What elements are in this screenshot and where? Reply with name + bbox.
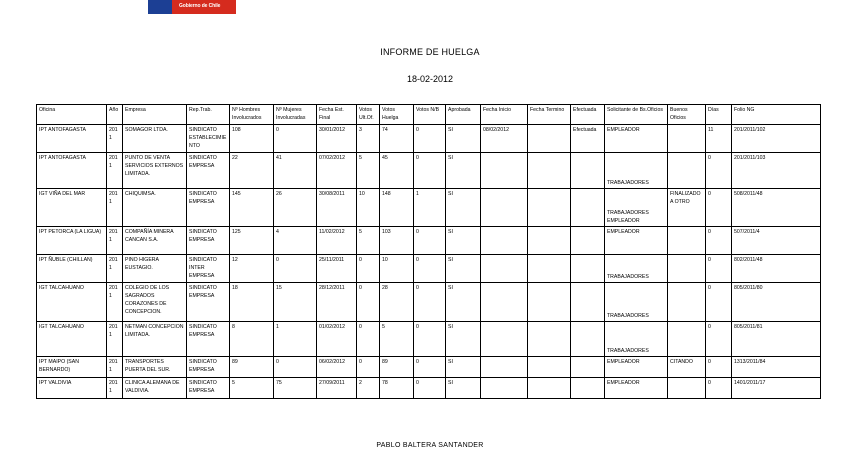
table-cell: PUNTO DE VENTA SERVICIOS EXTERNOS LIMITADA. <box>123 153 187 189</box>
table-cell <box>528 125 571 153</box>
header-cell: Efectuada <box>571 105 605 125</box>
table-cell <box>528 189 571 227</box>
table-cell <box>481 322 528 357</box>
table-cell <box>668 378 706 399</box>
table-cell: 30/01/2012 <box>317 125 357 153</box>
header-cell: Folio NG <box>732 105 821 125</box>
table-cell: 0 <box>414 125 446 153</box>
table-cell: SINDICATO EMPRESA <box>187 227 230 255</box>
gobierno-logo <box>148 0 236 14</box>
table-cell: 103 <box>380 227 414 255</box>
table-cell: CLINICA ALEMANA DE VALDIVIA. <box>123 378 187 399</box>
table-row <box>37 125 821 153</box>
header-cell: Votos N/B <box>414 105 446 125</box>
report-date: 18-02-2012 <box>406 74 454 84</box>
table-cell <box>571 322 605 357</box>
table-cell <box>528 357 571 378</box>
table-cell: IGT TALCAHUANO <box>37 283 107 322</box>
header-cell: Rep.Trab. <box>187 105 230 125</box>
table-body <box>37 125 821 399</box>
table-cell: COMPAÑÍA MINERA CANCAN S.A. <box>123 227 187 255</box>
table-cell: EMPLEADOR <box>605 125 668 153</box>
table-cell: 0 <box>706 255 732 283</box>
table-cell: NETMAN CONCEPCION LIMITADA. <box>123 322 187 357</box>
header-cell: Aprobada <box>446 105 481 125</box>
table-cell: 0 <box>414 255 446 283</box>
table-cell <box>571 283 605 322</box>
table-cell: 508/2011/48 <box>732 189 821 227</box>
header-cell: Año <box>107 105 123 125</box>
table-cell: SINDICATO EMPRESA <box>187 189 230 227</box>
table-row <box>37 283 821 322</box>
table-row <box>37 357 821 378</box>
table-cell <box>481 255 528 283</box>
table-cell: SINDICATO ESTABLECIMIENTO <box>187 125 230 153</box>
table-cell: 2011 <box>107 153 123 189</box>
table-cell: 1313/2011/84 <box>732 357 821 378</box>
table-cell: SI <box>446 283 481 322</box>
table-cell <box>481 283 528 322</box>
table-row <box>37 189 821 227</box>
table-cell: 0 <box>357 255 380 283</box>
table-cell <box>528 255 571 283</box>
table-cell <box>528 153 571 189</box>
table-cell: 11/02/2012 <box>317 227 357 255</box>
table-cell: 45 <box>380 153 414 189</box>
table-cell <box>481 153 528 189</box>
table-cell: CHIQUIMSA. <box>123 189 187 227</box>
table-cell: 3 <box>357 125 380 153</box>
table-cell: 148 <box>380 189 414 227</box>
table-cell: 78 <box>380 378 414 399</box>
table-cell: EMPLEADOR <box>605 378 668 399</box>
header-cell: Fecha Inicio <box>481 105 528 125</box>
table-cell: 0 <box>274 125 317 153</box>
table-cell: 26 <box>274 189 317 227</box>
table-cell: 0 <box>706 357 732 378</box>
table-cell: SINDICATO EMPRESA <box>187 357 230 378</box>
table-cell: SI <box>446 255 481 283</box>
table-cell: 0 <box>414 227 446 255</box>
table-cell: COLEGIO DE LOS SAGRADOS CORAZONES DE CONCEPCION. <box>123 283 187 322</box>
header-cell: Nº Mujeres Involucradas <box>274 105 317 125</box>
table-cell: 0 <box>414 153 446 189</box>
table-cell: 10 <box>357 189 380 227</box>
table-cell: CITANDO <box>668 357 706 378</box>
table-cell: 2011 <box>107 357 123 378</box>
table-cell: 802/2011/48 <box>732 255 821 283</box>
table-cell <box>528 378 571 399</box>
table-cell: 0 <box>414 378 446 399</box>
table-cell: 10 <box>380 255 414 283</box>
table-cell: SINDICATO EMPRESA <box>187 322 230 357</box>
table-cell: 5 <box>357 153 380 189</box>
table-cell: 15 <box>274 283 317 322</box>
table-cell: TRABAJADORES EMPLEADOR <box>605 189 668 227</box>
table-cell: 08/02/2012 <box>481 125 528 153</box>
table-cell: 805/2011/80 <box>732 283 821 322</box>
table-cell <box>481 227 528 255</box>
table-cell: 5 <box>380 322 414 357</box>
table-cell <box>481 357 528 378</box>
table-cell <box>481 378 528 399</box>
table-cell: 2011 <box>107 125 123 153</box>
table-cell <box>528 322 571 357</box>
table-cell: IPT MAIPO (SAN BERNARDO) <box>37 357 107 378</box>
table-cell: 12 <box>230 255 274 283</box>
table-cell: 28/12/2011 <box>317 283 357 322</box>
table-cell: 1 <box>274 322 317 357</box>
table-cell: 507/2011/4 <box>732 227 821 255</box>
table-cell: SI <box>446 125 481 153</box>
table-cell <box>668 283 706 322</box>
table-cell: 30/08/2011 <box>317 189 357 227</box>
table-cell: 41 <box>274 153 317 189</box>
header-cell: Votos Huelga <box>380 105 414 125</box>
table-cell <box>571 153 605 189</box>
table-cell: 8 <box>230 322 274 357</box>
table-cell: TRANSPORTES PUERTA DEL SUR. <box>123 357 187 378</box>
table-cell: 2 <box>357 378 380 399</box>
logo-blue-block <box>148 0 172 14</box>
table-cell <box>668 153 706 189</box>
table-cell: SI <box>446 153 481 189</box>
table-cell: 2011 <box>107 322 123 357</box>
table-cell: TRABAJADORES <box>605 322 668 357</box>
header-cell: Oficina <box>37 105 107 125</box>
table-row <box>37 322 821 357</box>
table-cell: 2011 <box>107 378 123 399</box>
table-cell: 89 <box>230 357 274 378</box>
table-cell: 22 <box>230 153 274 189</box>
table-cell <box>668 125 706 153</box>
table-row <box>37 378 821 399</box>
table-cell: 11 <box>706 125 732 153</box>
table-cell: 0 <box>706 378 732 399</box>
table-cell: 4 <box>274 227 317 255</box>
table-cell <box>528 283 571 322</box>
table-cell <box>571 378 605 399</box>
table-cell: 201/2011/103 <box>732 153 821 189</box>
table-cell: SINDICATO EMPRESA <box>187 378 230 399</box>
table-cell: SI <box>446 322 481 357</box>
table-cell: 0 <box>706 283 732 322</box>
table-row <box>37 227 821 255</box>
strike-report-table <box>36 104 821 399</box>
header-cell: Solicitante de Bs.Oficios <box>605 105 668 125</box>
table-cell: Efectuada <box>571 125 605 153</box>
table-cell: 0 <box>414 322 446 357</box>
table-cell: SI <box>446 357 481 378</box>
table-cell: 0 <box>706 227 732 255</box>
table-cell: FINALIZADO A OTRO <box>668 189 706 227</box>
table-cell: EMPLEADOR <box>605 357 668 378</box>
table-cell: 1401/2011/17 <box>732 378 821 399</box>
table-cell: 74 <box>380 125 414 153</box>
table-cell: 0 <box>706 153 732 189</box>
header-cell: Buenos Oficios <box>668 105 706 125</box>
table-cell: 2011 <box>107 227 123 255</box>
table-cell: 27/09/2011 <box>317 378 357 399</box>
table-cell: 0 <box>357 357 380 378</box>
table-cell <box>668 227 706 255</box>
table-cell: 18 <box>230 283 274 322</box>
table-cell: IGT VIÑA DEL MAR <box>37 189 107 227</box>
table-cell: 0 <box>357 283 380 322</box>
table-cell: 01/02/2012 <box>317 322 357 357</box>
table-cell: 805/2011/81 <box>732 322 821 357</box>
header-cell: Nº Hombres Involucrados <box>230 105 274 125</box>
header-cell: Votos Ult.Of. <box>357 105 380 125</box>
table-cell: SI <box>446 189 481 227</box>
report-title: INFORME DE HUELGA <box>380 47 480 57</box>
header-cell: Fecha Est. Final <box>317 105 357 125</box>
table-cell <box>528 227 571 255</box>
table-row <box>37 153 821 189</box>
table-cell: 108 <box>230 125 274 153</box>
table-cell: 0 <box>706 189 732 227</box>
header-cell: Empresa <box>123 105 187 125</box>
table-cell: 0 <box>274 357 317 378</box>
table-cell: IPT PETORCA (LA LIGUA) <box>37 227 107 255</box>
table-cell: SINDICATO INTER EMPRESA <box>187 255 230 283</box>
table-cell: 0 <box>274 255 317 283</box>
table-cell: 07/02/2012 <box>317 153 357 189</box>
table-cell: 0 <box>414 283 446 322</box>
table-cell: SI <box>446 378 481 399</box>
table-cell <box>668 255 706 283</box>
table-cell: TRABAJADORES <box>605 153 668 189</box>
table-cell: 5 <box>230 378 274 399</box>
table-cell <box>571 357 605 378</box>
table-cell: 2011 <box>107 283 123 322</box>
table-cell: IPT ANTOFAGASTA <box>37 125 107 153</box>
table-cell: PINO HIGERA EUSTAGIO. <box>123 255 187 283</box>
table-cell: 5 <box>357 227 380 255</box>
table-cell: 145 <box>230 189 274 227</box>
table-cell: 2011 <box>107 189 123 227</box>
table-cell: SINDICATO EMPRESA <box>187 283 230 322</box>
table-cell: TRABAJADORES <box>605 283 668 322</box>
table-cell: 1 <box>414 189 446 227</box>
logo-text: Gobierno de Chile <box>179 3 221 9</box>
table-cell: IPT VALDIVIA <box>37 378 107 399</box>
table-cell: 2011 <box>107 255 123 283</box>
table-cell: 89 <box>380 357 414 378</box>
header-cell: Fecha Termino <box>528 105 571 125</box>
table-cell: 75 <box>274 378 317 399</box>
table-row <box>37 255 821 283</box>
table-cell: SI <box>446 227 481 255</box>
table-cell <box>571 227 605 255</box>
table-cell: EMPLEADOR <box>605 227 668 255</box>
table-cell <box>571 189 605 227</box>
table-cell <box>571 255 605 283</box>
table-cell: SINDICATO EMPRESA <box>187 153 230 189</box>
table-cell: SOMAGOR LTDA. <box>123 125 187 153</box>
table-cell: 201/2011/102 <box>732 125 821 153</box>
table-cell: 06/02/2012 <box>317 357 357 378</box>
table-cell: 28 <box>380 283 414 322</box>
table-cell: 25/11/2011 <box>317 255 357 283</box>
signature-name: PABLO BALTERA SANTANDER <box>376 442 484 449</box>
table-cell: 0 <box>706 322 732 357</box>
header-cell: Días <box>706 105 732 125</box>
table-cell: IPT ANTOFAGASTA <box>37 153 107 189</box>
table-cell: 0 <box>357 322 380 357</box>
table-cell: IGT TALCAHUANO <box>37 322 107 357</box>
table-cell: IPT ÑUBLE (CHILLAN) <box>37 255 107 283</box>
table-cell <box>668 322 706 357</box>
table-cell: 0 <box>414 357 446 378</box>
table-cell: 125 <box>230 227 274 255</box>
table-cell: TRABAJADORES <box>605 255 668 283</box>
table-header-row <box>37 105 821 125</box>
table-cell <box>481 189 528 227</box>
